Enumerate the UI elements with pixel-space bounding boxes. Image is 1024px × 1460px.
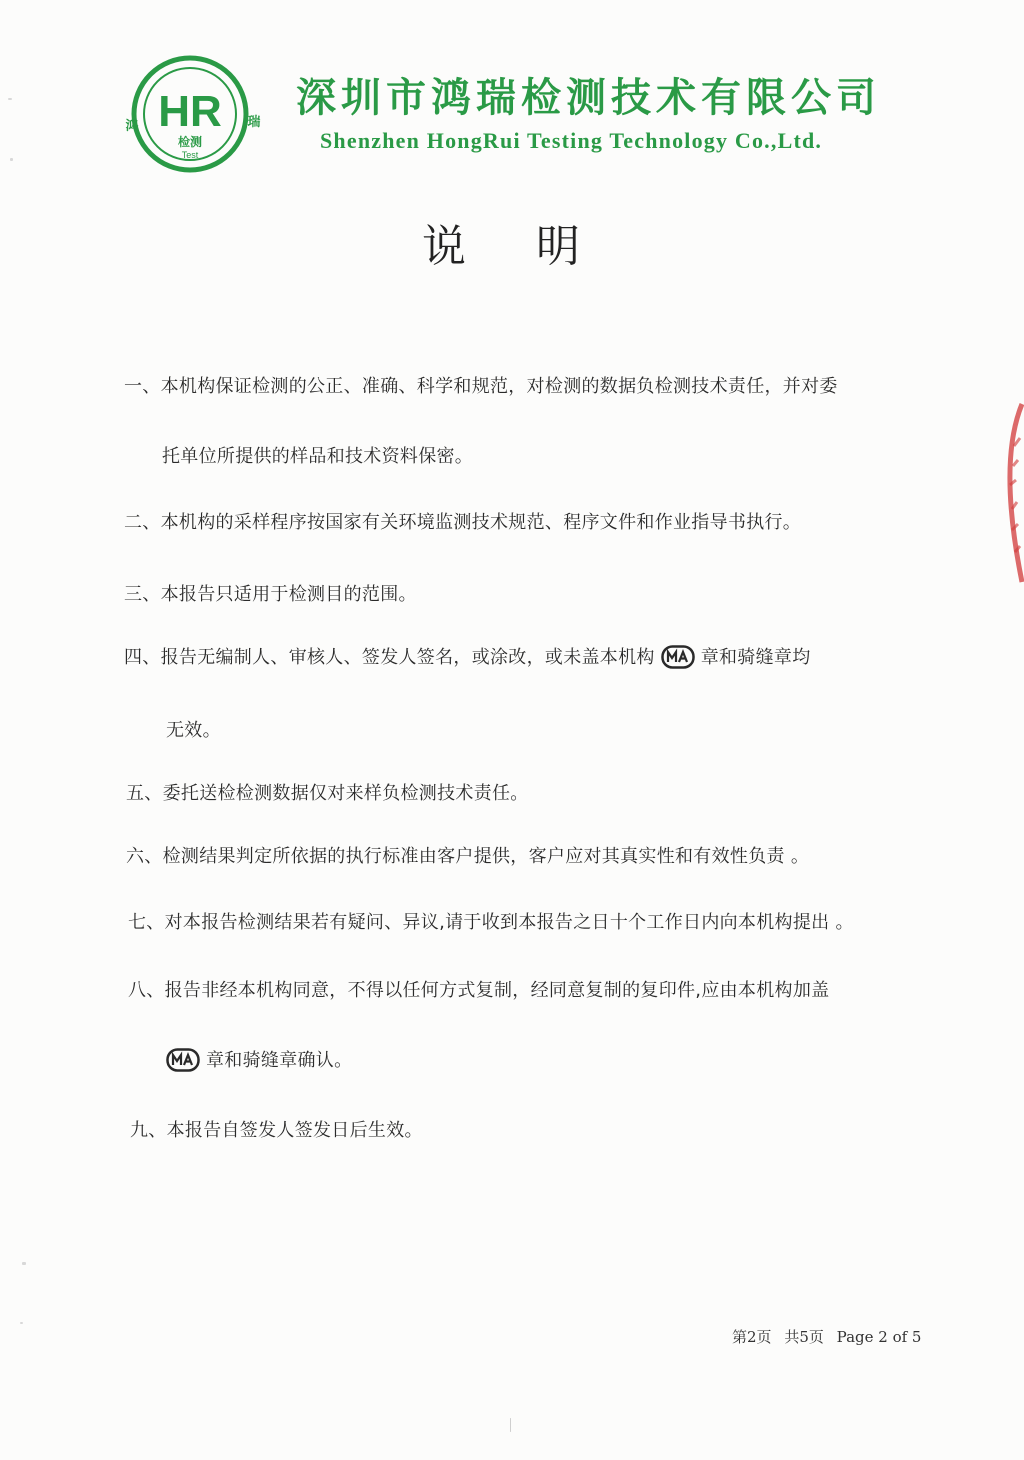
clause-3: 三、本报告只适用于检测目的范围。 <box>124 584 417 605</box>
document-title: 说明 <box>422 221 650 272</box>
company-name-cn: 深圳市鸿瑞检测技术有限公司 <box>296 74 881 121</box>
riding-seal-fragment <box>994 398 1024 588</box>
clause-8-text-2: 章和骑缝章确认。 <box>206 1050 353 1071</box>
footer-cn-total: 共5页 <box>784 1328 824 1346</box>
footer-en-page: Page 2 of 5 <box>836 1328 922 1346</box>
clause-2: 二、本机构的采样程序按国家有关环境监测技术规范、程序文件和作业指导书执行。 <box>124 512 802 533</box>
footer-cn-page: 第2页 <box>732 1328 772 1346</box>
clause-4-line-2: 无效。 <box>166 720 221 741</box>
clause-4-text-a: 四、报告无编制人、审核人、签发人签名，或涂改，或未盖本机构 <box>124 647 655 668</box>
page-footer <box>732 1326 929 1347</box>
cma-mark-icon <box>166 1048 200 1072</box>
clause-7: 七、对本报告检测结果若有疑问、异议,请于收到本报告之日十个工作日内向本机构提出 。 <box>128 912 854 933</box>
clause-9: 九、本报告自签发人签发日后生效。 <box>130 1120 423 1141</box>
clause-8-line-1: 八、报告非经本机构同意，不得以任何方式复制，经同意复制的复印件,应由本机构加盖 <box>128 980 830 1001</box>
clause-4-line-1 <box>124 643 811 669</box>
scan-speck <box>22 1262 26 1265</box>
clause-1-line-2: 托单位所提供的样品和技术资料保密。 <box>162 446 474 467</box>
company-name-en: Shenzhen HongRui Testing Technology Co.,Ltd. <box>320 128 823 153</box>
scan-speck <box>8 98 12 100</box>
clause-4-text-b: 章和骑缝章均 <box>700 647 811 668</box>
logo-bottom-en: Test <box>181 150 199 160</box>
cma-mark-icon <box>661 645 695 669</box>
scan-speck <box>10 158 13 161</box>
logo-bottom-cn: 检测 <box>177 135 203 149</box>
company-logo <box>122 52 264 174</box>
scan-speck <box>20 1322 23 1324</box>
clause-1-line-1: 一、本机构保证检测的公正、准确、科学和规范，对检测的数据负检测技术责任，并对委 <box>124 376 838 397</box>
clause-5: 五、委托送检检测数据仅对来样负检测技术责任。 <box>126 783 529 804</box>
logo-right-char: 瑞 <box>247 115 261 130</box>
logo-letters: HR <box>158 87 222 136</box>
scan-line <box>510 1418 511 1432</box>
clause-8-line-2 <box>166 1046 352 1072</box>
logo-left-char: 鸿 <box>125 119 139 134</box>
clause-6: 六、检测结果判定所依据的执行标准由客户提供，客户应对其真实性和有效性负责 。 <box>126 846 810 867</box>
